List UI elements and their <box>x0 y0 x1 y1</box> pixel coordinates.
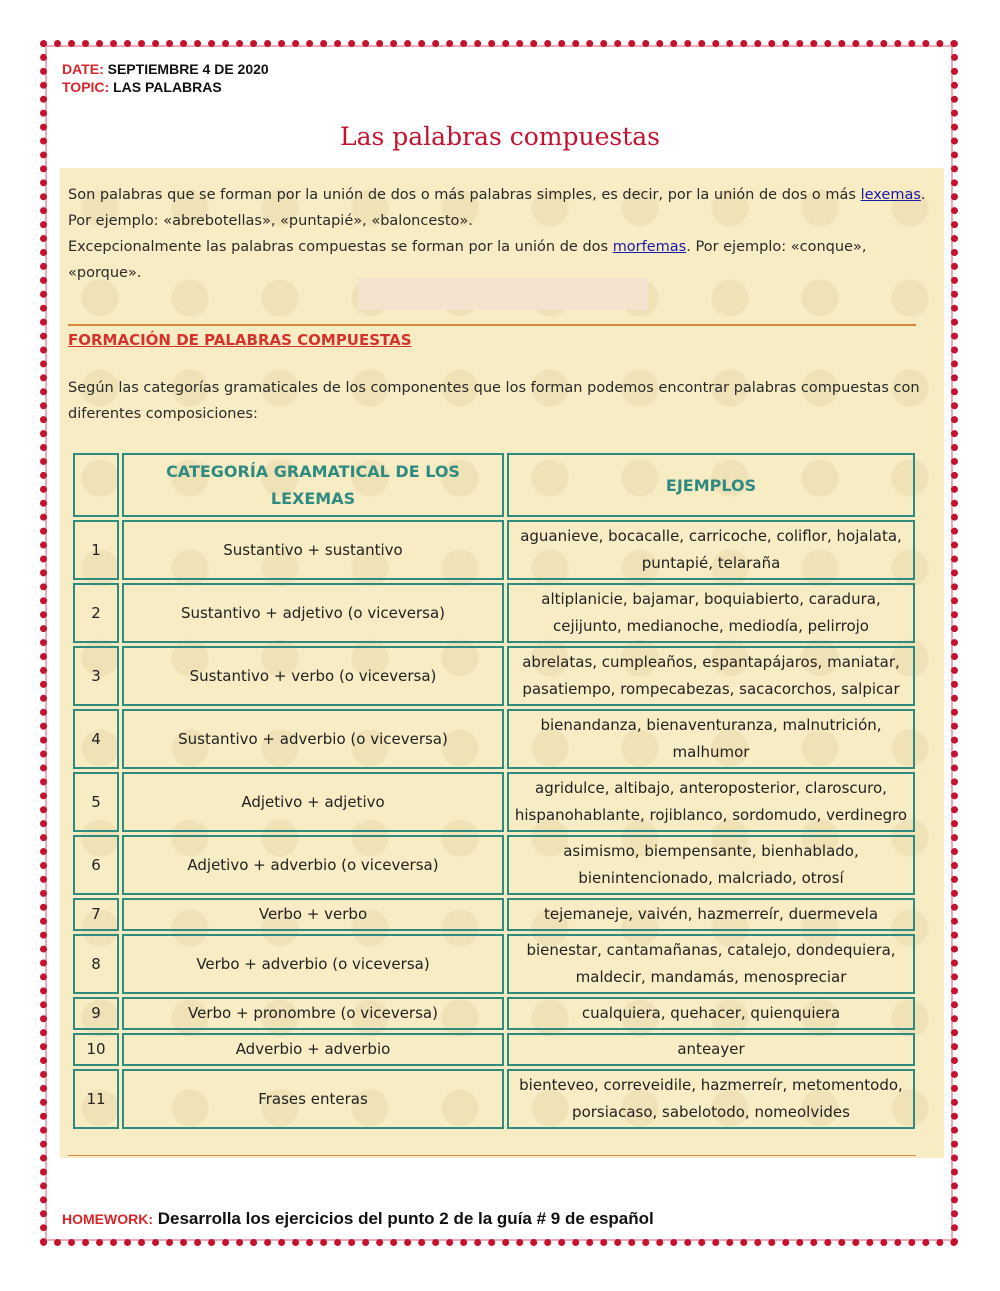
topic-value: LAS PALABRAS <box>113 79 222 95</box>
row-examples: altiplanicie, bajamar, boquiabierto, caradura, cejijunto, medianoche, mediodía, pelirrojo <box>507 583 915 643</box>
row-number: 1 <box>73 520 119 580</box>
row-examples: aguanieve, bocacalle, carricoche, coliflor, hojalata, puntapié, telaraña <box>507 520 915 580</box>
intro-p1-text-b: . Por ejemplo: «abrebotellas», «puntapié», «baloncesto». <box>68 187 926 229</box>
morfemas-link[interactable]: morfemas <box>612 239 687 255</box>
table-row <box>73 1069 915 1129</box>
topic-label: TOPIC: <box>62 79 110 95</box>
topic-line <box>62 78 269 96</box>
intro-p2-text-a: Excepcionalmente las palabras compuestas se forman por la unión de dos <box>68 239 613 255</box>
row-category: Sustantivo + adverbio (o viceversa) <box>122 709 504 769</box>
table-row <box>73 934 915 994</box>
intro-p2-text-b: . Por ejemplo: «conque», «porque». <box>68 239 867 281</box>
table-row <box>73 520 915 580</box>
header-number <box>73 453 119 517</box>
row-number: 4 <box>73 709 119 769</box>
row-category: Verbo + verbo <box>122 898 504 931</box>
row-number: 5 <box>73 772 119 832</box>
row-category: Frases enteras <box>122 1069 504 1129</box>
table-row <box>73 1033 915 1066</box>
row-number: 7 <box>73 898 119 931</box>
row-category: Sustantivo + verbo (o viceversa) <box>122 646 504 706</box>
table-row <box>73 772 915 832</box>
intro-text <box>68 182 938 286</box>
row-examples: cualquiera, quehacer, quienquiera <box>507 997 915 1030</box>
homework <box>62 1209 654 1229</box>
homework-text: Desarrolla los ejercicios del punto 2 de la guía # 9 de español <box>157 1209 654 1228</box>
row-number: 3 <box>73 646 119 706</box>
row-examples: bienteveo, correveidile, hazmerreír, metomentodo, porsiacaso, sabelotodo, nomeolvides <box>507 1069 915 1129</box>
table-row <box>73 583 915 643</box>
row-number: 6 <box>73 835 119 895</box>
row-category: Sustantivo + sustantivo <box>122 520 504 580</box>
compound-words-table <box>70 450 918 1132</box>
row-number: 9 <box>73 997 119 1030</box>
section-description: Según las categorías gramaticales de los componentes que los forman podemos encontrar palabras compuestas con diferentes composiciones: <box>68 380 920 422</box>
row-examples: agridulce, altibajo, anteroposterior, claroscuro, hispanohablante, rojiblanco, sordomudo, verdinegro <box>507 772 915 832</box>
content-panel <box>60 168 944 1158</box>
row-number: 2 <box>73 583 119 643</box>
row-category: Adverbio + adverbio <box>122 1033 504 1066</box>
row-examples: tejemaneje, vaivén, hazmerreír, duermevela <box>507 898 915 931</box>
row-category: Adjetivo + adjetivo <box>122 772 504 832</box>
row-category: Verbo + adverbio (o viceversa) <box>122 934 504 994</box>
row-category: Adjetivo + adverbio (o viceversa) <box>122 835 504 895</box>
row-number: 8 <box>73 934 119 994</box>
date-line <box>62 60 269 78</box>
header-examples: EJEMPLOS <box>507 453 915 517</box>
row-number: 11 <box>73 1069 119 1129</box>
table-row <box>73 898 915 931</box>
intro-paragraph-1 <box>68 182 938 234</box>
row-examples: abrelatas, cumpleaños, espantapájaros, maniatar, pasatiempo, rompecabezas, sacacorchos, salpicar <box>507 646 915 706</box>
row-examples: bienestar, cantamañanas, catalejo, dondequiera, maldecir, mandamás, menospreciar <box>507 934 915 994</box>
table-row <box>73 646 915 706</box>
divider-bottom <box>68 1155 916 1156</box>
divider-top <box>68 324 916 326</box>
highlight-strip <box>358 278 648 310</box>
lexemas-link[interactable]: lexemas <box>860 187 921 203</box>
row-number: 10 <box>73 1033 119 1066</box>
date-value: SEPTIEMBRE 4 DE 2020 <box>107 61 269 77</box>
intro-p1-text-a: Son palabras que se forman por la unión de dos o más palabras simples, es decir, por la unión de dos o más <box>68 187 861 203</box>
row-examples: anteayer <box>507 1033 915 1066</box>
table-row <box>73 835 915 895</box>
table-row <box>73 997 915 1030</box>
section-heading: FORMACIÓN DE PALABRAS COMPUESTAS <box>68 331 412 349</box>
page-title: Las palabras compuestas <box>340 122 660 151</box>
row-category: Verbo + pronombre (o viceversa) <box>122 997 504 1030</box>
table-header-row <box>73 453 915 517</box>
homework-label: HOMEWORK: <box>62 1211 153 1227</box>
header-meta <box>62 60 269 96</box>
date-label: DATE: <box>62 61 104 77</box>
row-category: Sustantivo + adjetivo (o viceversa) <box>122 583 504 643</box>
row-examples: asimismo, biempensante, bienhablado, bienintencionado, malcriado, otrosí <box>507 835 915 895</box>
row-examples: bienandanza, bienaventuranza, malnutrición, malhumor <box>507 709 915 769</box>
table-row <box>73 709 915 769</box>
header-category: CATEGORÍA GRAMATICAL DE LOS LEXEMAS <box>122 453 504 517</box>
